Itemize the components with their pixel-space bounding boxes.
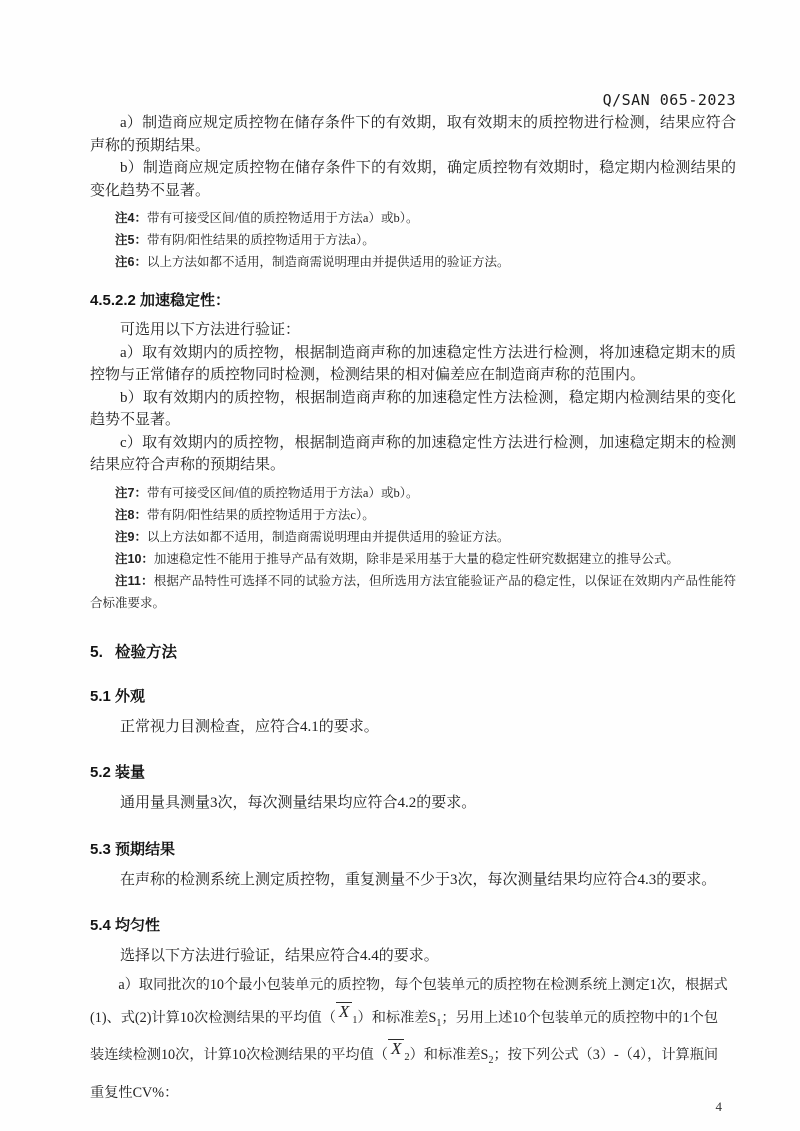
accelerated-para-b: b）取有效期内的质控物，根据制造商声称的加速稳定性方法检测，稳定期内检测结果的变化趋势不显著。 — [90, 389, 736, 428]
note-5-text: 带有阴/阳性结果的质控物适用于方法a）。 — [146, 233, 375, 247]
s1-subscript: 1 — [436, 1017, 442, 1029]
note-4-label: 注4： — [115, 211, 147, 225]
note-4-text: 带有可接受区间/值的质控物适用于方法a）或b）。 — [146, 211, 419, 225]
realtime-para-a: a）制造商应规定质控物在储存条件下的有效期，取有效期末的质控物进行检测，结果应符合声称的预期结果。 — [90, 115, 736, 154]
note-7-label: 注7： — [115, 485, 147, 500]
heading-accelerated-stability: 4.5.2.2 加速稳定性： — [90, 292, 231, 309]
x-bar-2-subscript: 2 — [404, 1052, 410, 1064]
note-5-label: 注5： — [115, 233, 147, 247]
formula-text: ）和标准差S — [357, 1009, 437, 1026]
note-11-text: 根据产品特性可选择不同的试验方法，但所选用方法宜能验证产品的稳定性，以保证在效期内产品性能符合标准要求。 — [90, 573, 736, 610]
page-number: 4 — [715, 1099, 722, 1114]
note-6-label: 注6： — [115, 255, 147, 269]
note-8-text: 带有阴/阳性结果的质控物适用于方法c）。 — [146, 507, 375, 522]
note-9-label: 注9： — [115, 529, 147, 544]
accelerated-para-a: a）取有效期内的质控物，根据制造商声称的加速稳定性方法进行检测，将加速稳定期末的质控物与正常储存的质控物同时检测，检测结果的相对偏差应在制造商声称的范围内。 — [90, 344, 736, 383]
realtime-notes — [90, 207, 736, 273]
heading-section-5 — [90, 640, 736, 662]
section-5-number: 5. — [90, 643, 103, 661]
accelerated-notes — [90, 482, 736, 614]
homogeneity-line-2 — [90, 1002, 736, 1040]
section-5-title: 检验方法 — [114, 643, 177, 661]
x-bar-2-symbol: X — [388, 1039, 404, 1056]
body-5-1: 正常视力目测检查，应符合4.1的要求。 — [120, 718, 379, 735]
note-7-text: 带有可接受区间/值的质控物适用于方法a）或b）。 — [146, 485, 419, 500]
note-6 — [90, 251, 736, 273]
formula-text: ；另用上述10个包装单元的质控物中的1个包 — [441, 1009, 719, 1026]
homogeneity-line-3 — [90, 1039, 736, 1077]
accelerated-intro: 可选用以下方法进行验证： — [120, 322, 301, 338]
note-8 — [90, 504, 736, 526]
homogeneity-line-1: a）取同批次的10个最小包装单元的质控物，每个包装单元的质控物在检测系统上测定1次，根据式 — [118, 976, 728, 993]
x-bar-1-symbol: X — [336, 1002, 352, 1019]
document-code-header: Q/SAN 065-2023 — [602, 91, 736, 109]
body-5-2: 通用量具测量3次，每次测量结果均应符合4.2的要求。 — [120, 795, 477, 811]
body-5-4: 选择以下方法进行验证，结果应符合4.4的要求。 — [120, 948, 439, 964]
note-4 — [90, 207, 736, 229]
heading-5-3: 5.3 预期结果 — [90, 840, 176, 858]
note-9 — [90, 526, 736, 548]
note-7 — [90, 482, 736, 504]
formula-text: ）和标准差S — [409, 1047, 489, 1064]
note-5 — [90, 229, 736, 251]
heading-5-2: 5.2 装量 — [90, 764, 146, 781]
body-5-3: 在声称的检测系统上测定质控物，重复测量不少于3次，每次测量结果均应符合4.3的要求。 — [120, 871, 717, 888]
note-11 — [90, 570, 736, 614]
formula-text: 装连续检测10次，计算10次检测结果的平均值（ — [90, 1047, 388, 1064]
accelerated-para-c: c）取有效期内的质控物，根据制造商声称的加速稳定性方法进行检测，加速稳定期末的检测结果应符合声称的预期结果。 — [90, 434, 736, 473]
s2-subscript: 2 — [488, 1055, 494, 1067]
realtime-para-b: b）制造商应规定质控物在储存条件下的有效期，确定质控物有效期时，稳定期内检测结果的变化趋势不显著。 — [90, 160, 736, 199]
note-8-label: 注8： — [115, 507, 147, 522]
note-11-label: 注11： — [115, 573, 154, 588]
note-10 — [90, 548, 736, 570]
formula-text: (1)、式(2)计算10次检测结果的平均值（ — [90, 1009, 336, 1026]
heading-5-4: 5.4 均匀性 — [90, 917, 161, 934]
homogeneity-method-a-paragraph — [90, 969, 736, 1111]
note-6-text: 以上方法如都不适用，制造商需说明理由并提供适用的验证方法。 — [146, 255, 510, 269]
x-bar-1-subscript: 1 — [352, 1014, 358, 1026]
note-10-text: 加速稳定性不能用于推导产品有效期，除非是采用基于大量的稳定性研究数据建立的推导公式。 — [153, 551, 679, 566]
formula-text: ；按下列公式（3）-（4），计算瓶间 — [493, 1047, 719, 1064]
homogeneity-line-4: 重复性CV%： — [90, 1085, 179, 1102]
note-9-text: 以上方法如都不适用，制造商需说明理由并提供适用的验证方法。 — [146, 529, 510, 544]
note-10-label: 注10： — [115, 551, 154, 566]
heading-5-1: 5.1 外观 — [90, 687, 146, 705]
